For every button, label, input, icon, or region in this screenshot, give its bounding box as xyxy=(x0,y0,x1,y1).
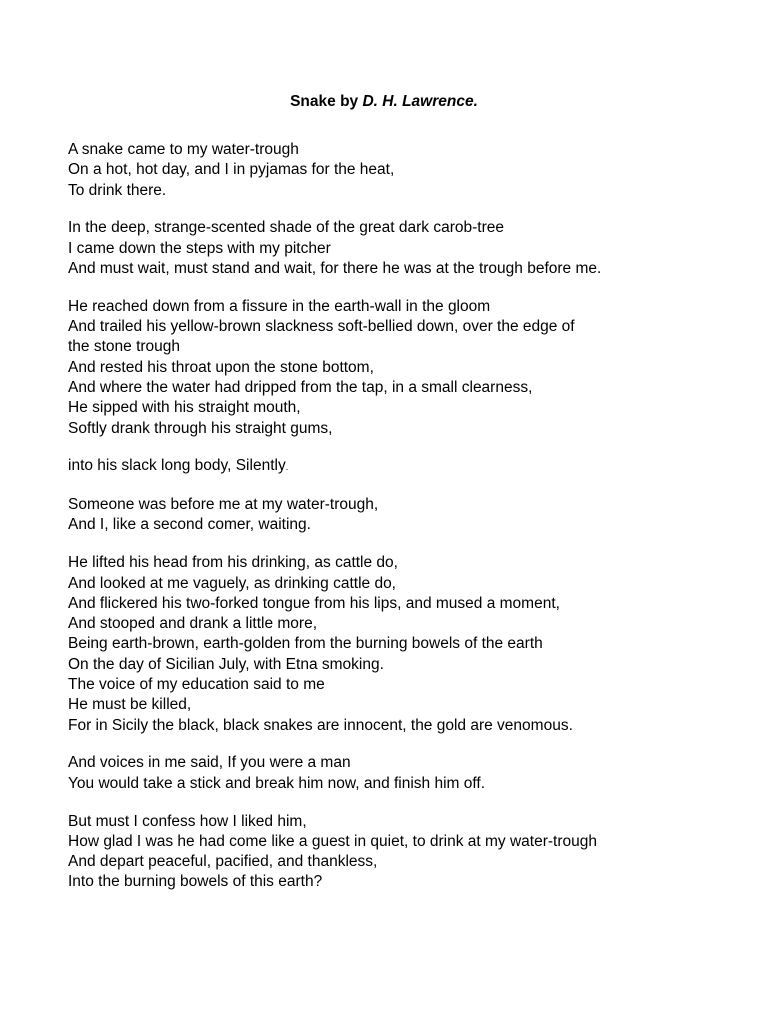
stanza xyxy=(68,140,758,201)
poem-line: On the day of Sicilian July, with Etna smoking. xyxy=(68,655,384,673)
poem-line xyxy=(68,456,758,477)
poem-line: How glad I was he had come like a guest in quiet, to drink at my water-trough xyxy=(68,832,597,850)
title-lead: Snake by xyxy=(290,93,363,110)
poem-line: And rested his throat upon the stone bottom, xyxy=(68,358,374,376)
poem-line: And where the water had dripped from the tap, in a small clearness, xyxy=(68,378,533,396)
trailing-dot: . xyxy=(285,462,289,473)
poem-line: Being earth-brown, earth-golden from the burning bowels of the earth xyxy=(68,635,543,653)
poem-line: A snake came to my water-trough xyxy=(68,141,299,158)
stanza xyxy=(68,456,758,477)
poem-line-text: into his slack long body, Silently xyxy=(68,457,286,475)
title-author: D. H. Lawrence. xyxy=(362,93,478,110)
poem-line: And flickered his two-forked tongue from his lips, and mused a moment, xyxy=(68,594,560,612)
poem-line: And I, like a second comer, waiting. xyxy=(68,516,311,534)
poem-line: He lifted his head from his drinking, as cattle do, xyxy=(68,554,398,572)
poem-body xyxy=(68,140,758,910)
poem-line: And must wait, must stand and wait, for there he was at the trough before me. xyxy=(68,259,602,277)
poem-line: And depart peaceful, pacified, and thankless, xyxy=(68,853,378,871)
poem-title xyxy=(0,92,768,112)
poem-line: Softly drank through his straight gums, xyxy=(68,419,333,437)
poem-line: The voice of my education said to me xyxy=(68,676,325,694)
poem-line: In the deep, strange-scented shade of the great dark carob-tree xyxy=(68,219,504,237)
poem-line: And stooped and drank a little more, xyxy=(68,615,318,633)
poem-line: And voices in me said, If you were a man xyxy=(68,754,351,772)
poem-line: Into the burning bowels of this earth? xyxy=(68,873,323,891)
poem-line: I came down the steps with my pitcher xyxy=(68,239,331,257)
poem-line: You would take a stick and break him now, and finish him off. xyxy=(68,774,486,792)
stanza xyxy=(68,218,758,279)
poem-line: He sipped with his straight mouth, xyxy=(68,399,301,417)
stanza xyxy=(68,812,758,893)
poem-line: He reached down from a fissure in the earth-wall in the gloom xyxy=(68,297,491,315)
poem-line: And trailed his yellow-brown slackness soft-bellied down, over the edge of xyxy=(68,318,575,336)
stanza xyxy=(68,553,758,736)
poem-line: He must be killed, xyxy=(68,696,192,714)
poem-line: the stone trough xyxy=(68,338,181,356)
stanza xyxy=(68,297,758,439)
poem-line: And looked at me vaguely, as drinking cattle do, xyxy=(68,574,396,592)
poem-line: But must I confess how I liked him, xyxy=(68,812,307,830)
poem-line: To drink there. xyxy=(68,181,167,199)
stanza xyxy=(68,495,758,536)
poem-line: For in Sicily the black, black snakes are innocent, the gold are venomous. xyxy=(68,716,573,734)
stanza xyxy=(68,753,758,794)
poem-line: Someone was before me at my water-trough, xyxy=(68,496,379,514)
poem-line: On a hot, hot day, and I in pyjamas for the heat, xyxy=(68,161,395,179)
